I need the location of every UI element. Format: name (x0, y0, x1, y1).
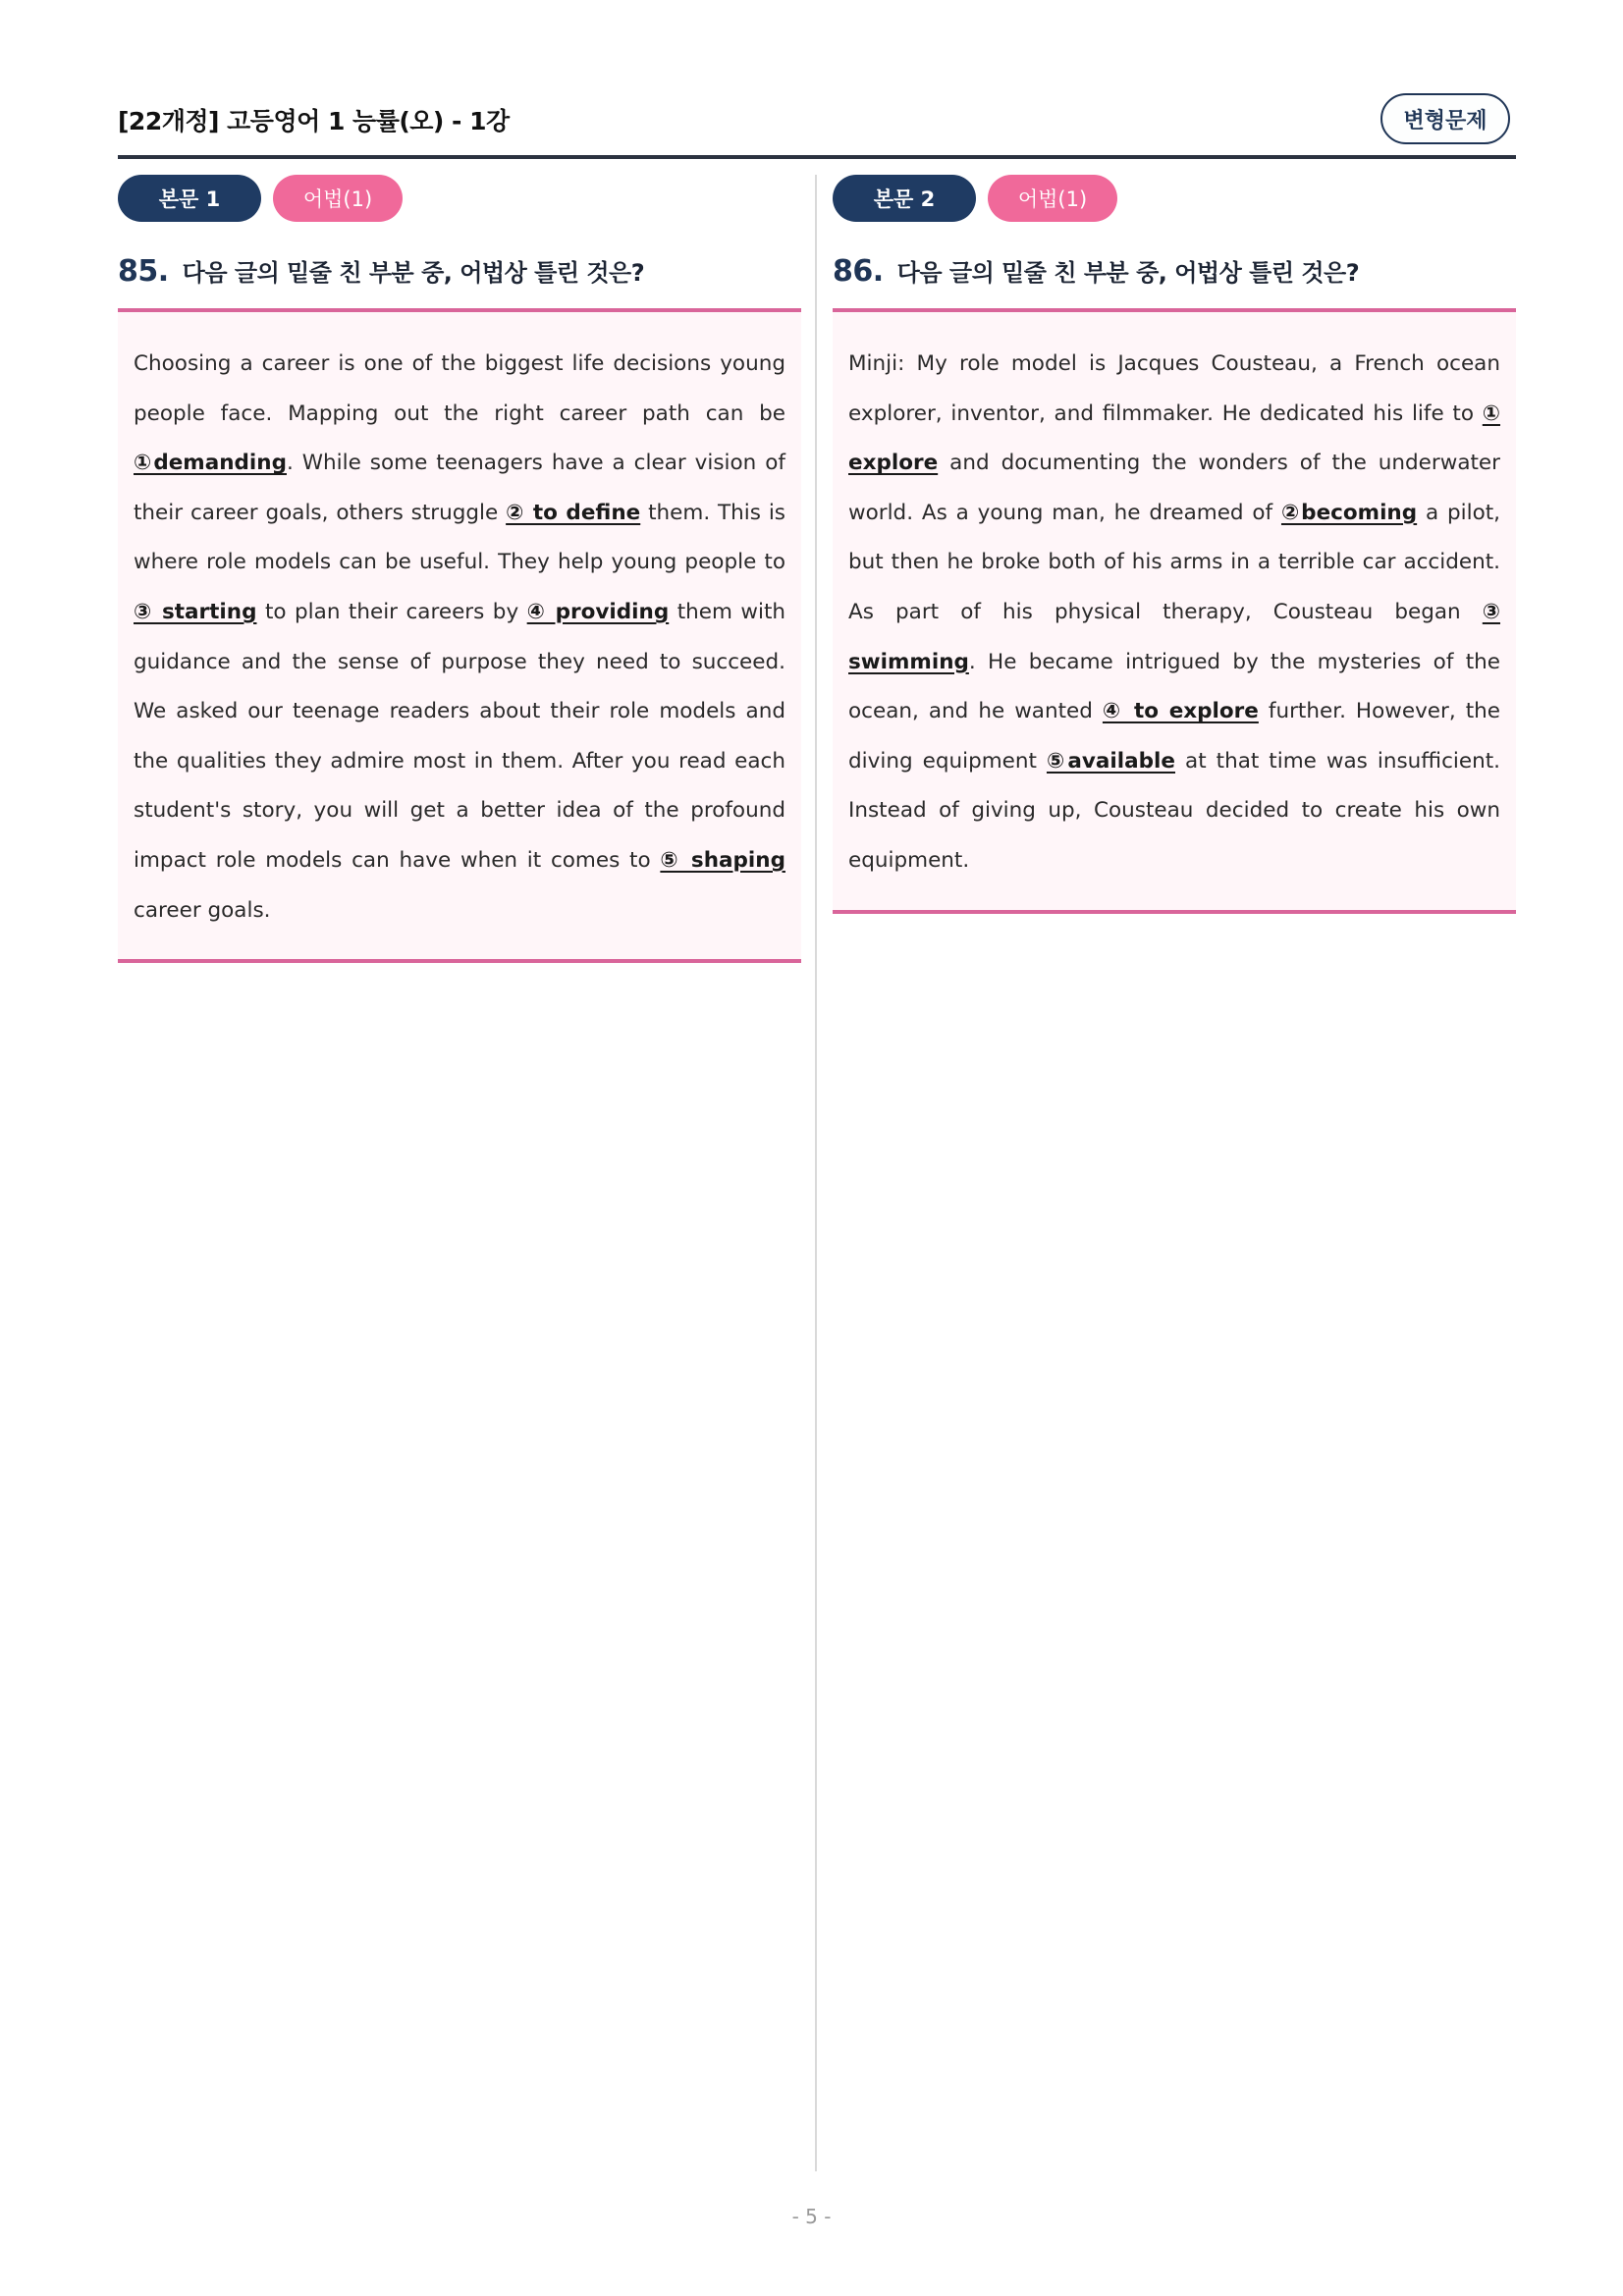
passage-text: career goals. (134, 897, 271, 923)
question-heading (833, 253, 1516, 293)
column-divider (815, 175, 817, 2171)
underlined-choice: ②becoming (1280, 500, 1418, 525)
passage-text: to plan their careers by (256, 599, 527, 624)
passage-text: and documenting the wonders of the underwater world. As a young man, he dreamed of (848, 451, 1500, 525)
question-tags (118, 175, 801, 222)
question-number: 86. (833, 254, 884, 289)
passage-text: Minji: My role model is Jacques Cousteau, a French ocean explorer, inventor, and filmmaker. He dedicated his life to (848, 351, 1500, 426)
question-type-pill: 어법(1) (988, 175, 1117, 222)
passage-text: . While some teenagers have a clear vision of their career goals, others struggle (134, 451, 785, 525)
underlined-choice: ①demanding (134, 451, 287, 476)
passage-text: them. This is where role models can be useful. They help young people to (134, 500, 785, 575)
underlined-choice: ② to define (506, 500, 641, 525)
passage-box (118, 308, 801, 963)
underlined-choice: ③ starting (134, 599, 257, 624)
passage-text: . He became intrigued by the mysteries of the ocean, and he wanted (848, 649, 1500, 724)
underlined-choice: ④ providing (526, 599, 670, 624)
question-heading (118, 253, 801, 293)
question-column-left (118, 175, 801, 963)
underlined-choice: ④ to explore (1102, 699, 1259, 724)
question-column-right (833, 175, 1516, 914)
question-prompt: 다음 글의 밑줄 친 부분 중, 어법상 틀린 것은? (182, 259, 645, 287)
underlined-choice: ① explore (848, 400, 1500, 476)
passage-text: them with guidance and the sense of purpose they need to succeed. We asked our teenage readers about their role models and the qualities they admire most in them. After you read each student's story, you will get a better idea of the profound impact role models can have when it comes to (134, 599, 786, 873)
question-tags (833, 175, 1516, 222)
source-label-pill: 본문 1 (118, 175, 261, 222)
source-label-pill: 본문 2 (833, 175, 976, 222)
page-number: - 5 - (791, 2205, 832, 2228)
passage-text: at that time was insufficient. Instead of giving up, Cousteau decided to create his own equipment. (848, 748, 1500, 873)
header-divider (118, 155, 1516, 159)
question-prompt: 다음 글의 밑줄 친 부분 중, 어법상 틀린 것은? (896, 259, 1360, 287)
question-number: 85. (118, 254, 169, 289)
page-title: [22개정] 고등영어 1 능률(오) - 1강 (118, 107, 510, 135)
question-type-pill: 어법(1) (273, 175, 403, 222)
underlined-choice: ③ swimming (848, 599, 1500, 674)
variant-problem-badge: 변형문제 (1380, 93, 1510, 144)
passage-text: Choosing a career is one of the biggest life decisions young people face. Mapping out the right career path can be (134, 351, 785, 426)
underlined-choice: ⑤ shaping (660, 847, 785, 873)
underlined-choice: ⑤available (1046, 748, 1175, 774)
passage-text: a pilot, but then he broke both of his arms in a terrible car accident. As part of his physical therapy, Cousteau began (848, 500, 1500, 624)
passage-box (833, 308, 1516, 914)
passage-text: further. However, the diving equipment (848, 699, 1500, 774)
